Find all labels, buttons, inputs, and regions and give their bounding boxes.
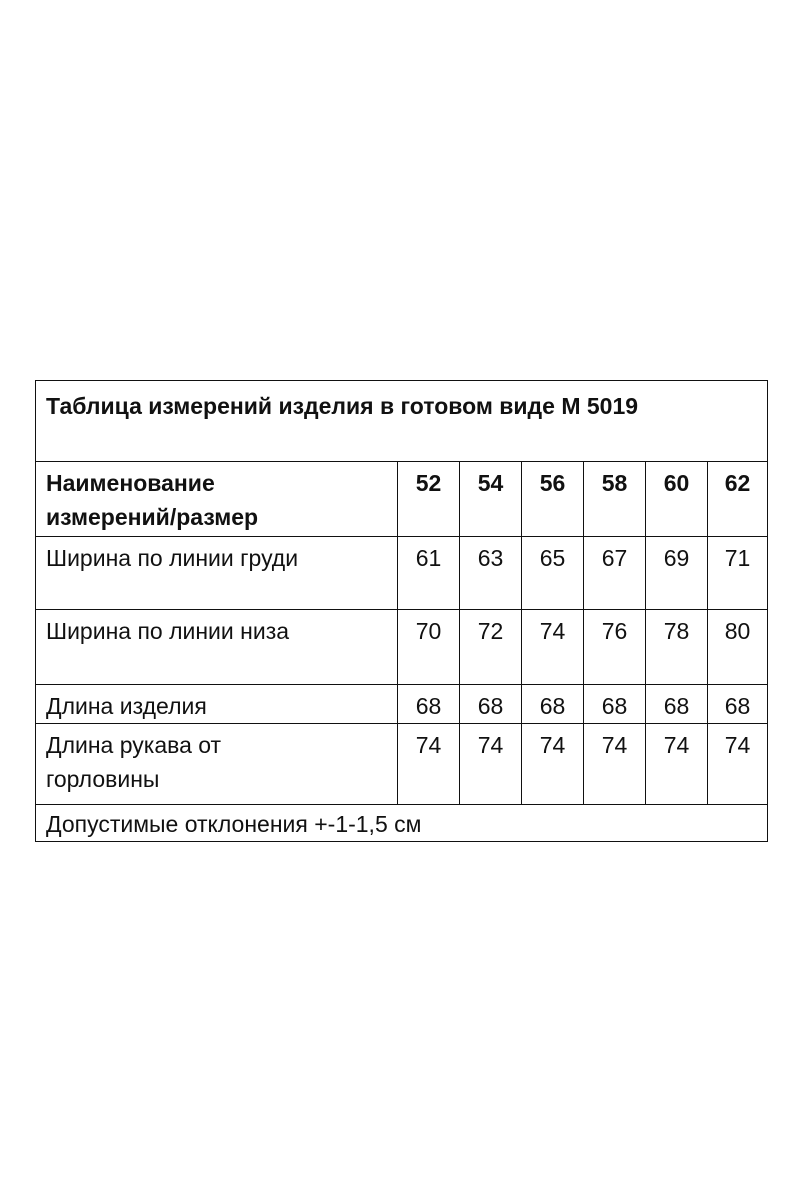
size-measurement-table (35, 380, 768, 842)
tolerance-note: Допустимые отклонения +-1-1,5 см (36, 805, 768, 842)
header-label-line1: Наименование (46, 470, 215, 496)
size-header: 62 (708, 462, 768, 537)
table-cell: 74 (522, 724, 584, 805)
size-header: 52 (398, 462, 460, 537)
header-label-cell (36, 462, 398, 537)
table-title: Таблица измерений изделия в готовом виде М 5019 (36, 381, 768, 462)
table-cell: 68 (522, 685, 584, 724)
row-label-line1: Длина рукава от (46, 732, 222, 758)
table-cell: 70 (398, 610, 460, 685)
table-title-row (36, 381, 768, 462)
table-cell: 74 (460, 724, 522, 805)
table-cell: 74 (646, 724, 708, 805)
table-cell: 69 (646, 537, 708, 610)
row-label (36, 724, 398, 805)
table-cell: 78 (646, 610, 708, 685)
size-header: 56 (522, 462, 584, 537)
table-cell: 71 (708, 537, 768, 610)
size-header: 60 (646, 462, 708, 537)
table-cell: 67 (584, 537, 646, 610)
row-label-line2: горловины (46, 766, 160, 792)
table-cell: 61 (398, 537, 460, 610)
row-label: Ширина по линии низа (36, 610, 398, 685)
table-row (36, 724, 768, 805)
table-cell: 74 (584, 724, 646, 805)
row-label: Длина изделия (36, 685, 398, 724)
table-row (36, 685, 768, 724)
table-cell: 74 (522, 610, 584, 685)
table-cell: 65 (522, 537, 584, 610)
table-cell: 74 (398, 724, 460, 805)
size-header: 58 (584, 462, 646, 537)
table-cell: 72 (460, 610, 522, 685)
row-label: Ширина по линии груди (36, 537, 398, 610)
table-row (36, 537, 768, 610)
table-cell: 68 (584, 685, 646, 724)
table-cell: 68 (460, 685, 522, 724)
table-cell: 68 (398, 685, 460, 724)
table-cell: 68 (646, 685, 708, 724)
table-cell: 63 (460, 537, 522, 610)
table-cell: 74 (708, 724, 768, 805)
table-note-row (36, 805, 768, 842)
table-row (36, 610, 768, 685)
header-label-line2: измерений/размер (46, 504, 259, 530)
size-header: 54 (460, 462, 522, 537)
table-cell: 68 (708, 685, 768, 724)
table-cell: 76 (584, 610, 646, 685)
table-cell: 80 (708, 610, 768, 685)
table-header-row (36, 462, 768, 537)
